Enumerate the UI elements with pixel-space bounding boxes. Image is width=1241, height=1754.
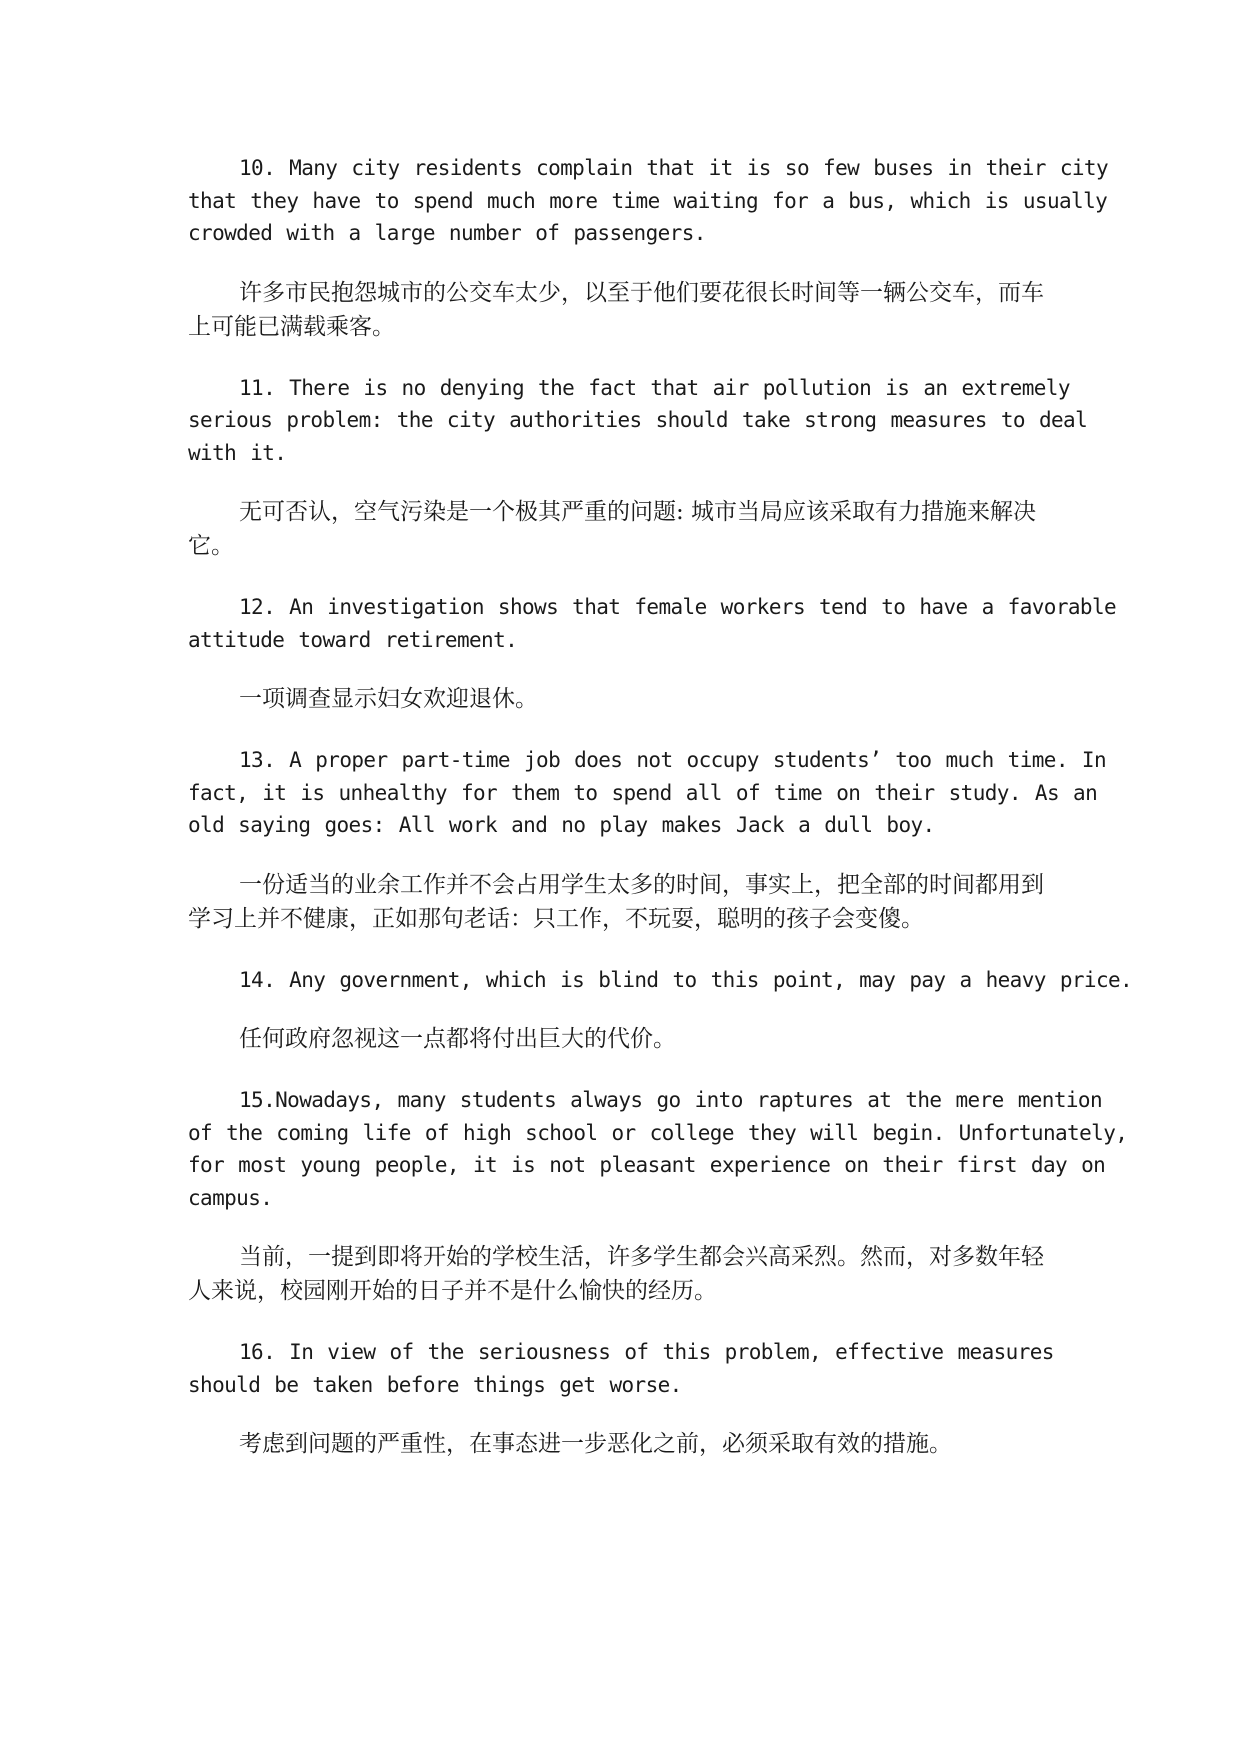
- entry-15: [188, 1084, 1138, 1308]
- entry-11: [188, 372, 1138, 564]
- chinese-translation: 考虑到问题的严重性，在事态进一步恶化之前，必须采取有效的措施。: [239, 1431, 952, 1457]
- chinese-translation: 许多市民抱怨城市的公交车太少，以至于他们要花很长时间等一辆公交车，而车上可能已满载乘客。: [188, 279, 1044, 340]
- english-sentence: 12. An investigation shows that female workers tend to have a favorable attitude toward retirement.: [188, 595, 1117, 652]
- entry-13: [188, 744, 1138, 936]
- english-sentence: 16. In view of the seriousness of this problem, effective measures should be taken before things get worse.: [188, 1340, 1054, 1397]
- chinese-translation: 一项调查显示妇女欢迎退休。: [239, 686, 538, 712]
- entry-16: [188, 1336, 1138, 1461]
- chinese-translation: 当前，一提到即将开始的学校生活，许多学生都会兴高采烈。然而，对多数年轻人来说，校园刚开始的日子并不是什么愉快的经历。: [188, 1244, 1044, 1304]
- english-sentence: 15.Nowadays, many students always go into raptures at the mere mention of the coming life of high school or college they will begin. Unfortunately, for most young people, it is not pleasant experience on their first day on campus.: [188, 1088, 1128, 1210]
- english-sentence: 14. Any government, which is blind to this point, may pay a heavy price.: [239, 967, 1133, 992]
- entry-10: [188, 152, 1138, 344]
- english-sentence: 11. There is no denying the fact that air pollution is an extremely serious problem: the city authorities should take strong measures to deal with it.: [188, 375, 1088, 465]
- english-sentence: 10. Many city residents complain that it is so few buses in their city that they have to spend much more time waiting for a bus, which is usually crowded with a large number of passengers.: [188, 156, 1109, 245]
- entry-12: [188, 591, 1138, 716]
- document-body: [188, 152, 1138, 1489]
- chinese-translation: 一份适当的业余工作并不会占用学生太多的时间，事实上，把全部的时间都用到学习上并不健康，正如那句老话：只工作，不玩耍，聪明的孩子会变傻。: [188, 871, 1044, 932]
- english-sentence: 13. A proper part-time job does not occupy students’ too much time. In fact, it is unhealthy for them to spend all of time on their study. As an old saying goes: All work and no play makes Jack a dull boy.: [188, 748, 1107, 837]
- chinese-translation: 无可否认，空气污染是一个极其严重的问题: 城市当局应该采取有力措施来解决它。: [188, 499, 1037, 559]
- chinese-translation: 任何政府忽视这一点都将付出巨大的代价。: [239, 1026, 676, 1052]
- entry-14: [188, 964, 1138, 1057]
